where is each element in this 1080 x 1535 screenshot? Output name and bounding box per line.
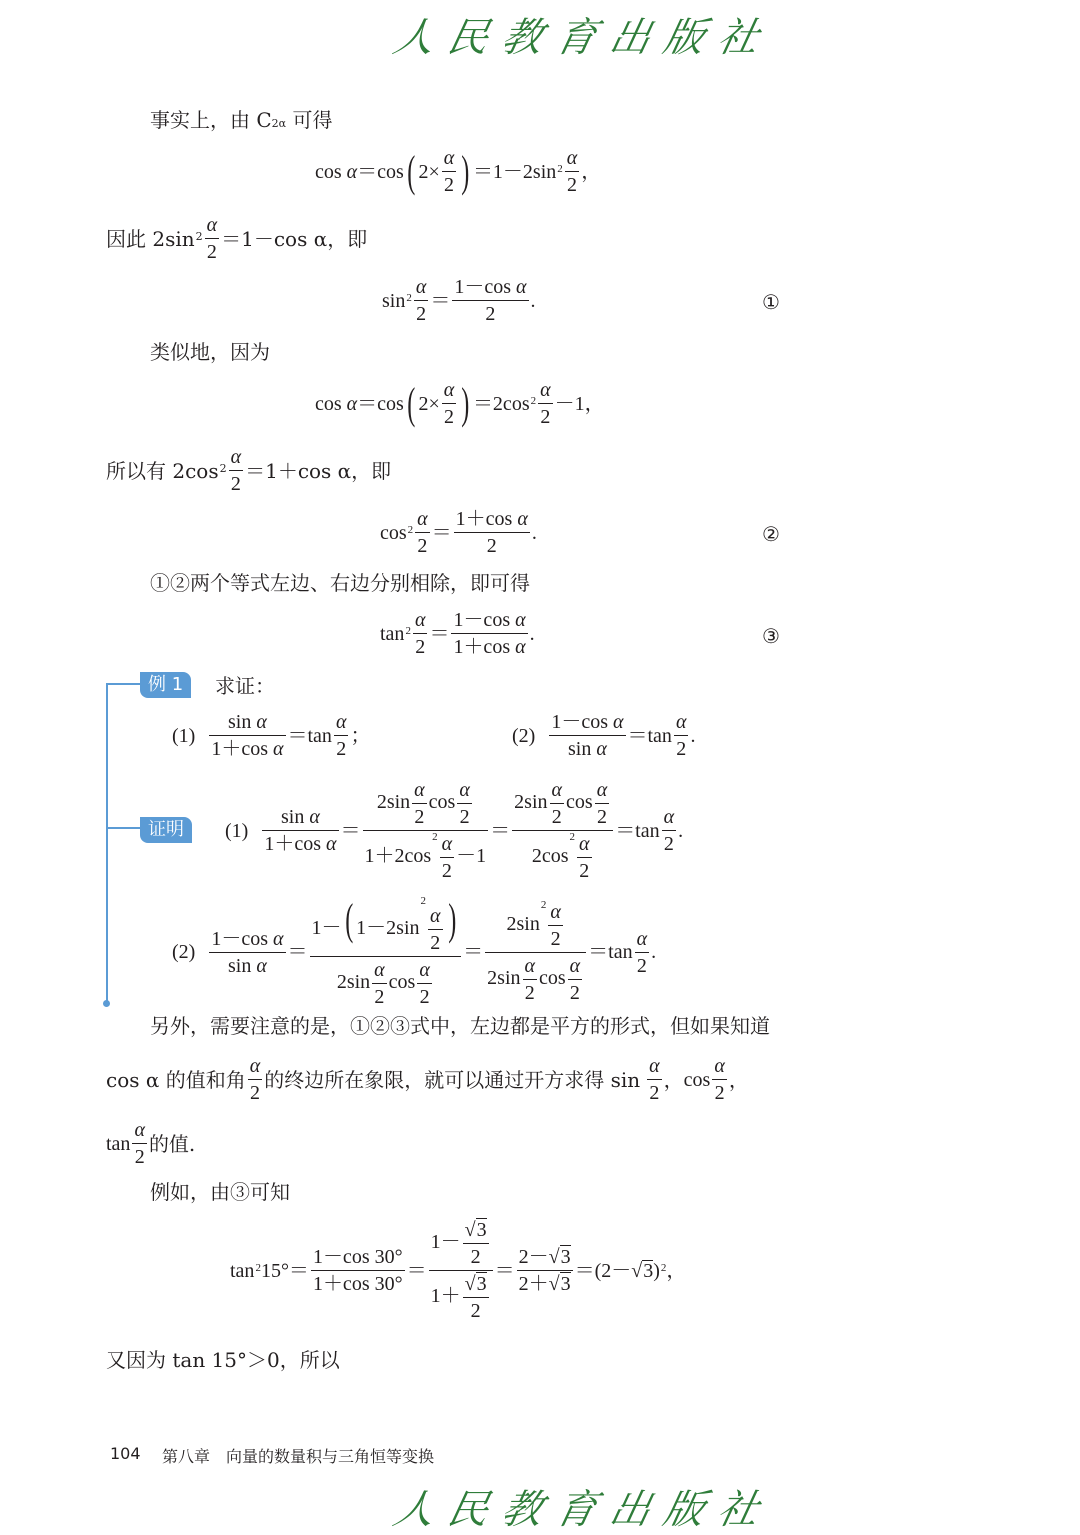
- publisher-logo-top: 人民教育出版社: [389, 15, 778, 61]
- paragraph-10: 又因为 tan 15°＞0，所以: [106, 1348, 340, 1372]
- proof-part-2: (2) $\frac{\text{1－cos α}}{\text{sin α}}$ ＝ 1－( $1-2\sin^2$ $\frac{\alpha}{2}$ ) 2sin $\frac{\alpha}{2}$ cos $\frac{\alpha}{2}$ ＝ $2\sin^2$ $\frac{\alpha}{2}$ 2sin $\frac{\alpha}{2}$ cos $\frac{\alpha}{2}$ ＝tan $\frac{\alpha}{2}$ .: [172, 895, 657, 1008]
- example-item-1: (1) $\frac{\text{sin α}}{\text{1＋cos α}}$ ＝tan $\frac{\alpha}{2}$ ；: [172, 711, 371, 760]
- page-number: 104: [110, 1444, 141, 1463]
- equation-2: cos $^2$ $\frac{\alpha}{2}$ ＝ $\frac{\text{1＋cos α}}{2}$ .: [380, 508, 537, 557]
- paragraph-9: 例如，由③可知: [150, 1180, 290, 1204]
- equation-tan15: tan $^2$ 15°＝ $\frac{1-\cos 30^\circ}{1+\cos 30^\circ}$ ＝ 1－ $\frac{√3}{2}$ 1＋ $\frac{√3}{2}$ ＝ $\frac{2-√3}{2+√3}$ ＝(2－√ 3 ) $^2$ ，: [230, 1219, 687, 1322]
- proof-part-1: (1) $\frac{\text{sin α}}{\text{1＋cos α}}$ ＝ 2sin $\frac{\alpha}{2}$ cos $\frac{\alpha}{2}$ $1+2\cos^2$ $\frac{\alpha}{2}$ －1 ＝ 2sin $\frac{\alpha}{2}$ cos $\frac{\alpha}{2}$ $2\cos^2$ $\frac{\alpha}{2}$ ＝tan $\frac{\alpha}{2}$ .: [225, 779, 684, 882]
- paragraph-3: 类似地，因为: [150, 340, 270, 364]
- example-bracket: [106, 683, 108, 1003]
- proof-tag: 证明: [140, 817, 192, 843]
- equation-3: tan $^2$ $\frac{\alpha}{2}$ ＝ $\frac{\text{1－cos α}}{\text{1＋cos α}}$ .: [380, 609, 535, 658]
- example-prompt: 求证：: [215, 674, 275, 698]
- chapter-title: 第八章 向量的数量积与三角恒等变换: [162, 1447, 435, 1466]
- equation-cos-double-1: cos α ＝cos ( 2× $\frac{\alpha}{2}$ ) ＝1－2sin $^2$ $\frac{\alpha}{2}$ ，: [315, 146, 602, 196]
- example-item-2: (2) $\frac{\text{1－cos α}}{\text{sin α}}$ ＝tan $\frac{\alpha}{2}$ .: [512, 711, 696, 760]
- paragraph-1: 事实上，由 C2α 可得: [150, 108, 333, 132]
- example-bracket-top: [106, 683, 142, 685]
- paragraph-2: 因此 2sin $^2$ $\frac{\alpha}{2}$ ＝1－cos α，即: [106, 214, 368, 263]
- paragraph-4: 所以有 2cos $^2$ $\frac{\alpha}{2}$ ＝1＋cos α，即: [106, 446, 392, 495]
- paragraph-7: cos α 的值和角 $\frac{\alpha}{2}$ 的终边所在象限，就可以通过开方求得 sin $\frac{\alpha}{2}$ ， cos $\frac{\alpha}{2}$ ，: [106, 1055, 749, 1104]
- example-bracket-dot: [103, 1000, 110, 1007]
- equation-cos-double-2: cos α ＝cos ( 2× $\frac{\alpha}{2}$ ) ＝2cos $^2$ $\frac{\alpha}{2}$ －1，: [315, 378, 605, 428]
- equation-1: sin $^2$ $\frac{\alpha}{2}$ ＝ $\frac{\text{1－cos α}}{2}$ .: [382, 276, 536, 325]
- publisher-logo-bottom: 人民教育出版社: [389, 1487, 778, 1533]
- equation-marker-3: ③: [762, 624, 780, 648]
- paragraph-6: 另外，需要注意的是，①②③式中，左边都是平方的形式，但如果知道: [150, 1014, 770, 1038]
- paragraph-5: ①②两个等式左边、右边分别相除，即可得: [150, 571, 530, 595]
- example-1-tag: 例 1: [140, 672, 191, 698]
- example-bracket-mid: [106, 827, 142, 829]
- equation-marker-2: ②: [762, 522, 780, 546]
- paragraph-8: tan $\frac{\alpha}{2}$ 的值.: [106, 1119, 196, 1168]
- equation-marker-1: ①: [762, 290, 780, 314]
